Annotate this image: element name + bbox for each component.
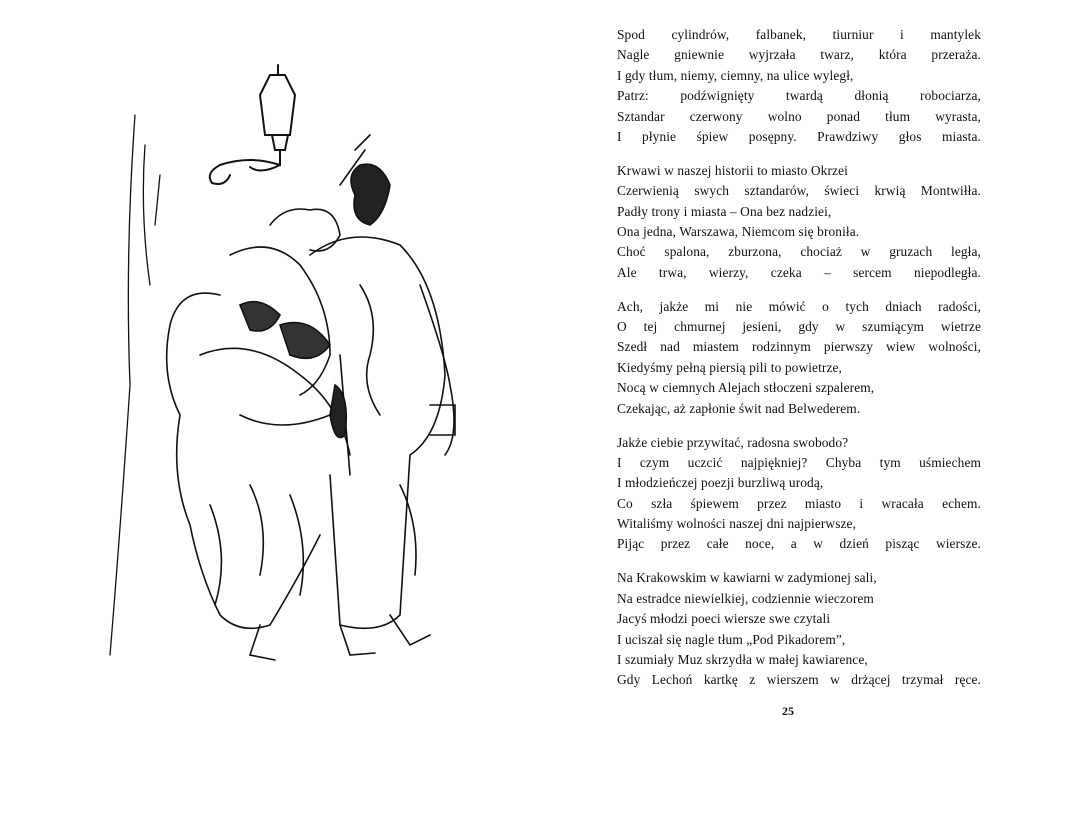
poem-line: Padły trony i miasta – Ona bez nadziei,	[617, 203, 832, 219]
stanza-2	[617, 161, 981, 283]
poem-line: Witaliśmy wolności naszej dni najpierwsze,	[617, 516, 857, 532]
poem-line: Jacyś młodzi poeci wiersze swe czytali	[617, 611, 831, 627]
poem-line: Ach, jakże mi nie mówić o tych dniach radości,	[617, 298, 981, 314]
poem-text	[617, 25, 981, 704]
poem-line: Pijąc przez całe noce, a w dzień pisząc wiersze.	[617, 536, 981, 552]
stanza-1	[617, 25, 981, 147]
wall-edge	[110, 115, 160, 655]
poem-line: Czekając, aż zapłonie świt nad Belwederem.	[617, 400, 861, 416]
poem-line: I gdy tłum, niemy, ciemny, na ulice wyległ,	[617, 67, 854, 83]
poem-line: Kiedyśmy pełną piersią pili to powietrze,	[617, 359, 842, 375]
page-number: 25	[782, 704, 794, 718]
poem-line: Na estradce niewielkiej, codziennie wieczorem	[617, 590, 874, 606]
poem-line: Na Krakowskim w kawiarni w zadymionej sali,	[617, 570, 877, 586]
poem-line: Szedł nad miastem rodzinnym pierwszy wiew wolności,	[617, 339, 981, 355]
poem-line: Co szła śpiewem przez miasto i wracała echem.	[617, 495, 981, 511]
poem-line: Czerwienią swych sztandarów, świeci krwią Montwiłła.	[617, 183, 981, 199]
poem-line: Ona jedna, Warszawa, Niemcom się broniła.	[617, 224, 860, 240]
poem-line: Spod cylindrów, falbanek, tiurniur i mantylek	[617, 27, 981, 42]
poem-line: Nagle gniewnie wyjrzała twarz, która przeraża.	[617, 47, 981, 63]
poem-line: Ale trwa, wierzy, czeka – sercem niepodległa.	[617, 264, 981, 280]
street-lamp-icon	[210, 65, 295, 184]
stanza-4	[617, 433, 981, 555]
poem-line: I czym uczcić najpiękniej? Chyba tym uśmiechem	[617, 454, 981, 470]
poem-line: I młodzieńczej poezji burzliwą urodą,	[617, 475, 824, 491]
poem-line: Gdy Lechoń kartkę z wierszem w drżącej trzymał ręce.	[617, 672, 981, 688]
poem-line: Patrz: podźwignięty twardą dłonią robociarza,	[617, 88, 981, 104]
ink-sketch-illustration	[100, 55, 490, 675]
poem-line: I płynie śpiew posępny. Prawdziwy głos miasta.	[617, 128, 981, 144]
poem-line: Krwawi w naszej historii to miasto Okrzei	[617, 162, 848, 178]
poem-line: O tej chmurnej jesieni, gdy w szumiącym wietrze	[617, 319, 981, 335]
stanza-3	[617, 297, 981, 419]
stanza-5	[617, 568, 981, 690]
poem-line: Sztandar czerwony wolno ponad tłum wyrasta,	[617, 108, 981, 124]
poem-line: Nocą w ciemnych Alejach stłoczeni szpalerem,	[617, 380, 875, 396]
poem-line: Choć spalona, zburzona, chociaż w gruzach legła,	[617, 244, 981, 260]
poem-line: Jakże ciebie przywitać, radosna swobodo?	[617, 434, 849, 450]
poem-line: I uciszał się nagle tłum „Pod Pikadorem”,	[617, 631, 846, 647]
poem-line: I szumiały Muz skrzydła w małej kawiarence,	[617, 651, 868, 667]
figures-sketch	[167, 135, 455, 660]
